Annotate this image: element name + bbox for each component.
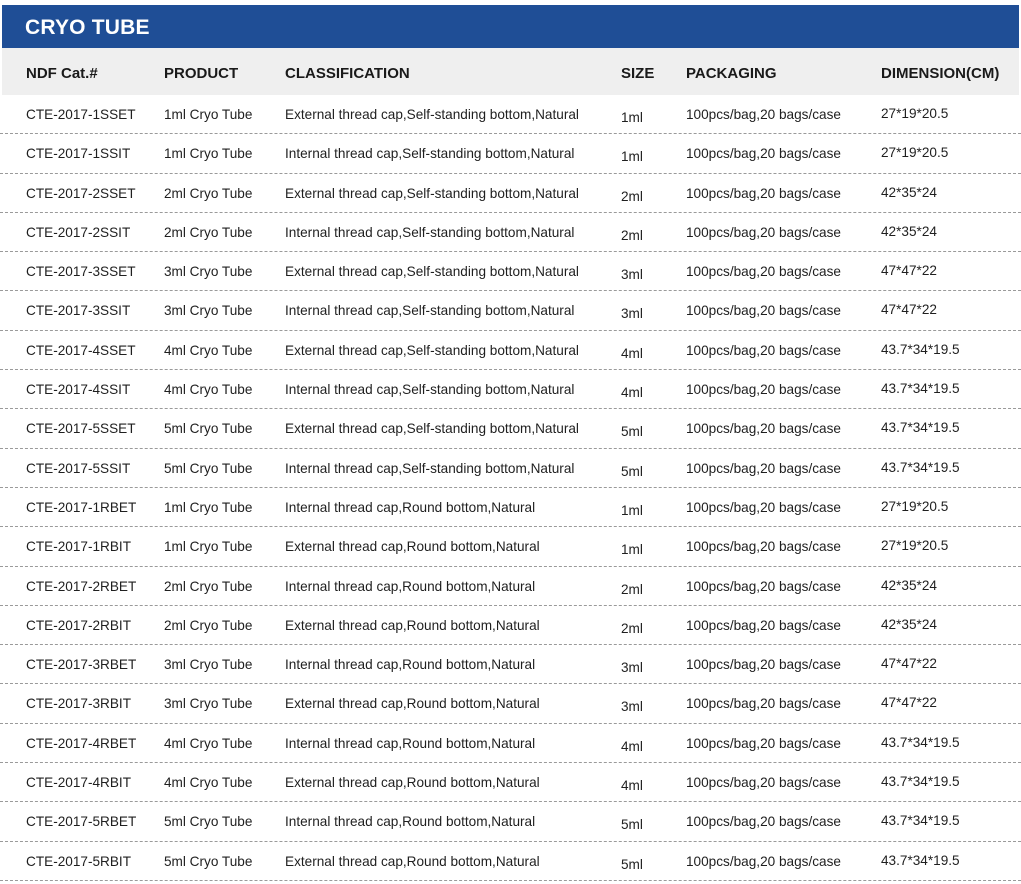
table-row xyxy=(0,449,1021,488)
dimension-cell: 43.7*34*19.5 xyxy=(881,774,960,790)
product-cell: 2ml Cryo Tube xyxy=(164,185,253,201)
table-row xyxy=(0,763,1021,802)
cat-number-cell: CTE-2017-5SSET xyxy=(26,421,136,437)
column-header-packaging: PACKAGING xyxy=(686,65,777,82)
product-cell: 2ml Cryo Tube xyxy=(164,224,253,240)
packaging-cell: 100pcs/bag,20 bags/case xyxy=(686,146,841,162)
classification-cell: External thread cap,Self-standing bottom,Natural xyxy=(285,107,579,122)
size-cell: 1ml xyxy=(621,542,643,558)
cat-number-cell: CTE-2017-4SSET xyxy=(26,342,136,358)
table-row xyxy=(0,134,1021,173)
size-cell: 4ml xyxy=(621,345,643,361)
dimension-cell: 42*35*24 xyxy=(881,577,937,593)
dimension-cell: 27*19*20.5 xyxy=(881,498,949,514)
product-cell: 3ml Cryo Tube xyxy=(164,264,253,280)
table-row xyxy=(0,842,1021,881)
classification-cell: Internal thread cap,Self-standing bottom,Natural xyxy=(285,224,575,240)
cat-number-cell: CTE-2017-2RBET xyxy=(26,578,137,594)
column-header-classification: CLASSIFICATION xyxy=(285,65,410,82)
cat-number-cell: CTE-2017-1SSET xyxy=(26,107,136,122)
table-row xyxy=(0,331,1021,370)
size-cell: 2ml xyxy=(621,620,643,636)
table-header xyxy=(2,48,1019,95)
cat-number-cell: CTE-2017-5RBIT xyxy=(26,853,132,869)
product-cell: 4ml Cryo Tube xyxy=(164,382,253,398)
packaging-cell: 100pcs/bag,20 bags/case xyxy=(686,853,841,869)
packaging-cell: 100pcs/bag,20 bags/case xyxy=(686,578,841,594)
packaging-cell: 100pcs/bag,20 bags/case xyxy=(686,460,841,476)
size-cell: 5ml xyxy=(621,463,643,479)
classification-cell: Internal thread cap,Self-standing bottom,Natural xyxy=(285,460,575,476)
table-row xyxy=(0,409,1021,448)
dimension-cell: 43.7*34*19.5 xyxy=(881,341,960,357)
dimension-cell: 27*19*20.5 xyxy=(881,106,949,121)
product-cell: 5ml Cryo Tube xyxy=(164,460,253,476)
classification-cell: Internal thread cap,Round bottom,Natural xyxy=(285,735,536,751)
product-cell: 3ml Cryo Tube xyxy=(164,696,253,712)
size-cell: 1ml xyxy=(621,502,643,518)
table-row xyxy=(0,213,1021,252)
packaging-cell: 100pcs/bag,20 bags/case xyxy=(686,224,841,240)
cat-number-cell: CTE-2017-1RBIT xyxy=(26,539,132,555)
dimension-cell: 43.7*34*19.5 xyxy=(881,381,960,397)
title-bar xyxy=(2,5,1019,48)
column-header-size: SIZE xyxy=(621,65,655,82)
column-header-cat: NDF Cat.# xyxy=(26,65,98,82)
cat-number-cell: CTE-2017-1SSIT xyxy=(26,146,131,162)
classification-cell: External thread cap,Self-standing bottom,Natural xyxy=(285,421,579,437)
classification-cell: External thread cap,Self-standing bottom,Natural xyxy=(285,264,579,280)
table-row xyxy=(0,527,1021,566)
size-cell: 2ml xyxy=(621,581,643,597)
product-cell: 5ml Cryo Tube xyxy=(164,421,253,437)
classification-cell: Internal thread cap,Self-standing bottom,Natural xyxy=(285,382,575,398)
cat-number-cell: CTE-2017-4SSIT xyxy=(26,382,131,398)
size-cell: 3ml xyxy=(621,267,643,283)
cat-number-cell: CTE-2017-3RBIT xyxy=(26,696,132,712)
dimension-cell: 27*19*20.5 xyxy=(881,538,949,554)
dimension-cell: 47*47*22 xyxy=(881,302,937,318)
product-cell: 1ml Cryo Tube xyxy=(164,107,253,122)
cat-number-cell: CTE-2017-3SSET xyxy=(26,264,136,280)
dimension-cell: 43.7*34*19.5 xyxy=(881,459,960,475)
size-cell: 5ml xyxy=(621,856,643,872)
dimension-cell: 42*35*24 xyxy=(881,223,937,239)
table-row xyxy=(0,802,1021,841)
dimension-cell: 43.7*34*19.5 xyxy=(881,852,960,868)
dimension-cell: 43.7*34*19.5 xyxy=(881,813,960,829)
packaging-cell: 100pcs/bag,20 bags/case xyxy=(686,735,841,751)
classification-cell: External thread cap,Round bottom,Natural xyxy=(285,617,540,633)
size-cell: 4ml xyxy=(621,385,643,401)
size-cell: 5ml xyxy=(621,424,643,440)
size-cell: 2ml xyxy=(621,227,643,243)
cat-number-cell: CTE-2017-5SSIT xyxy=(26,460,131,476)
classification-cell: Internal thread cap,Self-standing bottom,Natural xyxy=(285,146,575,162)
size-cell: 3ml xyxy=(621,660,643,676)
classification-cell: External thread cap,Round bottom,Natural xyxy=(285,775,540,791)
size-cell: 4ml xyxy=(621,738,643,754)
dimension-cell: 42*35*24 xyxy=(881,616,937,632)
cat-number-cell: CTE-2017-3RBET xyxy=(26,657,137,673)
product-cell: 2ml Cryo Tube xyxy=(164,617,253,633)
classification-cell: External thread cap,Self-standing bottom,Natural xyxy=(285,342,579,358)
packaging-cell: 100pcs/bag,20 bags/case xyxy=(686,499,841,515)
product-cell: 1ml Cryo Tube xyxy=(164,146,253,162)
product-cell: 3ml Cryo Tube xyxy=(164,657,253,673)
column-header-product: PRODUCT xyxy=(164,65,239,82)
size-cell: 2ml xyxy=(621,188,643,204)
packaging-cell: 100pcs/bag,20 bags/case xyxy=(686,617,841,633)
dimension-cell: 43.7*34*19.5 xyxy=(881,734,960,750)
product-cell: 3ml Cryo Tube xyxy=(164,303,253,319)
table-body xyxy=(0,95,1021,881)
table-row xyxy=(0,488,1021,527)
table-row xyxy=(0,645,1021,684)
dimension-cell: 47*47*22 xyxy=(881,263,937,279)
packaging-cell: 100pcs/bag,20 bags/case xyxy=(686,382,841,398)
size-cell: 1ml xyxy=(621,110,643,125)
packaging-cell: 100pcs/bag,20 bags/case xyxy=(686,775,841,791)
page-title: CRYO TUBE xyxy=(25,16,150,39)
packaging-cell: 100pcs/bag,20 bags/case xyxy=(686,814,841,830)
table-row xyxy=(0,724,1021,763)
size-cell: 3ml xyxy=(621,306,643,322)
packaging-cell: 100pcs/bag,20 bags/case xyxy=(686,185,841,201)
cat-number-cell: CTE-2017-4RBET xyxy=(26,735,137,751)
product-cell: 4ml Cryo Tube xyxy=(164,735,253,751)
dimension-cell: 47*47*22 xyxy=(881,695,937,711)
classification-cell: External thread cap,Round bottom,Natural xyxy=(285,539,540,555)
packaging-cell: 100pcs/bag,20 bags/case xyxy=(686,342,841,358)
cat-number-cell: CTE-2017-2SSIT xyxy=(26,224,131,240)
classification-cell: Internal thread cap,Self-standing bottom,Natural xyxy=(285,303,575,319)
cat-number-cell: CTE-2017-2RBIT xyxy=(26,617,132,633)
product-cell: 4ml Cryo Tube xyxy=(164,775,253,791)
table-row xyxy=(0,174,1021,213)
packaging-cell: 100pcs/bag,20 bags/case xyxy=(686,107,841,122)
product-cell: 1ml Cryo Tube xyxy=(164,539,253,555)
table-row xyxy=(0,370,1021,409)
classification-cell: Internal thread cap,Round bottom,Natural xyxy=(285,814,536,830)
dimension-cell: 27*19*20.5 xyxy=(881,145,949,161)
product-cell: 5ml Cryo Tube xyxy=(164,814,253,830)
packaging-cell: 100pcs/bag,20 bags/case xyxy=(686,421,841,437)
table-row xyxy=(0,95,1021,134)
classification-cell: Internal thread cap,Round bottom,Natural xyxy=(285,578,536,594)
table-row xyxy=(0,606,1021,645)
classification-cell: External thread cap,Round bottom,Natural xyxy=(285,696,540,712)
classification-cell: Internal thread cap,Round bottom,Natural xyxy=(285,499,536,515)
size-cell: 3ml xyxy=(621,699,643,715)
classification-cell: Internal thread cap,Round bottom,Natural xyxy=(285,657,536,673)
classification-cell: External thread cap,Round bottom,Natural xyxy=(285,853,540,869)
cat-number-cell: CTE-2017-1RBET xyxy=(26,499,137,515)
dimension-cell: 42*35*24 xyxy=(881,184,937,200)
cat-number-cell: CTE-2017-4RBIT xyxy=(26,775,132,791)
size-cell: 1ml xyxy=(621,149,643,165)
packaging-cell: 100pcs/bag,20 bags/case xyxy=(686,264,841,280)
packaging-cell: 100pcs/bag,20 bags/case xyxy=(686,657,841,673)
table-row xyxy=(0,291,1021,330)
product-cell: 2ml Cryo Tube xyxy=(164,578,253,594)
packaging-cell: 100pcs/bag,20 bags/case xyxy=(686,696,841,712)
product-cell: 5ml Cryo Tube xyxy=(164,853,253,869)
packaging-cell: 100pcs/bag,20 bags/case xyxy=(686,303,841,319)
packaging-cell: 100pcs/bag,20 bags/case xyxy=(686,539,841,555)
classification-cell: External thread cap,Self-standing bottom,Natural xyxy=(285,185,579,201)
dimension-cell: 47*47*22 xyxy=(881,656,937,672)
table-row xyxy=(0,684,1021,723)
dimension-cell: 43.7*34*19.5 xyxy=(881,420,960,436)
cat-number-cell: CTE-2017-5RBET xyxy=(26,814,137,830)
cat-number-cell: CTE-2017-3SSIT xyxy=(26,303,131,319)
product-cell: 1ml Cryo Tube xyxy=(164,499,253,515)
product-cell: 4ml Cryo Tube xyxy=(164,342,253,358)
size-cell: 4ml xyxy=(621,778,643,794)
size-cell: 5ml xyxy=(621,817,643,833)
table-row xyxy=(0,252,1021,291)
cat-number-cell: CTE-2017-2SSET xyxy=(26,185,136,201)
table-row xyxy=(0,567,1021,606)
column-header-dimension: DIMENSION(CM) xyxy=(881,65,1000,82)
